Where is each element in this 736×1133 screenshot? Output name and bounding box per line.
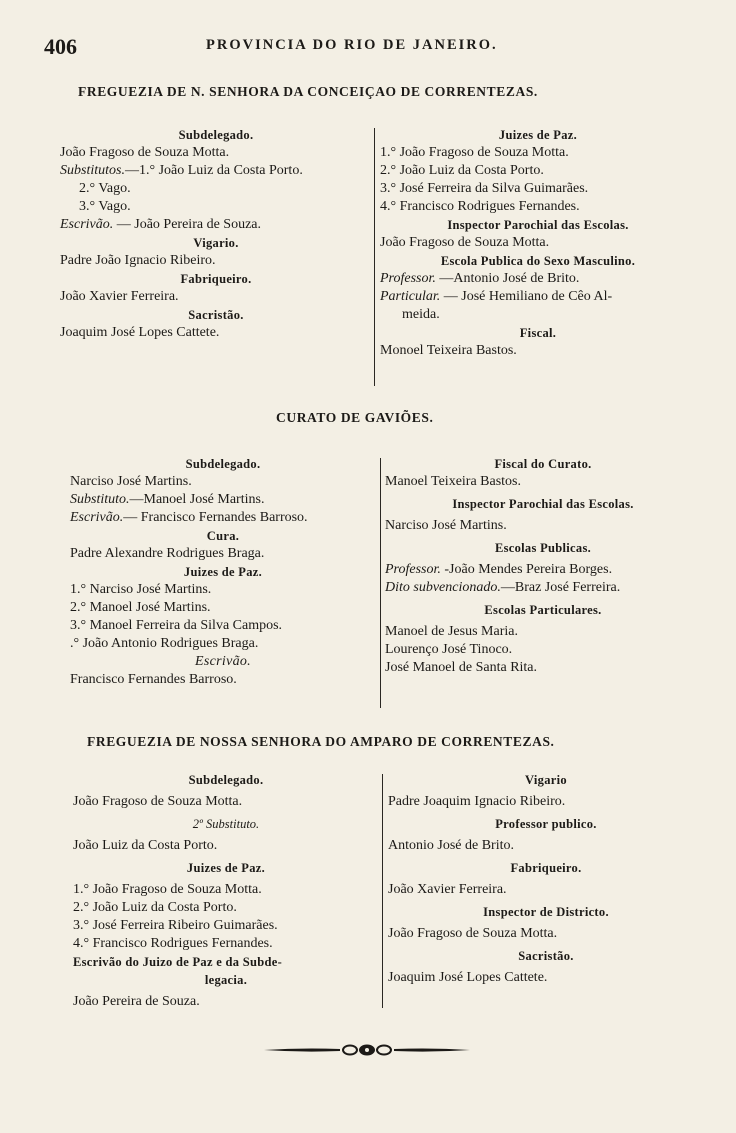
sacristao-name: Joaquim José Lopes Cattete. [60,325,220,340]
section-title-gavioes: CURATO DE GAVIÕES. [276,410,434,425]
heading-inspector: Inspector Parochial das Escolas. [452,497,634,511]
particular-line [380,288,696,306]
heading-juizes-de-paz: Juizes de Paz. [183,565,263,579]
heading-inspector-districto: Inspector de Districto. [483,905,609,919]
professor-line [385,561,701,579]
running-title: PROVINCIA DO RIO DE JANEIRO. [206,37,498,53]
section-1-right-column [380,126,696,360]
juiz-1: 1.° João Fragoso de Souza Motta. [73,882,262,897]
heading-professor-publico: Professor publico. [495,817,597,831]
heading-sacristao: Sacristão. [188,308,244,322]
fiscal-name: Monoel Teixeira Bastos. [380,343,517,358]
escrivao-name: João Pereira de Souza. [73,994,200,1009]
page-number: 406 [44,34,77,59]
fleuron-rule-icon [262,1042,472,1058]
juiz-3: 3.° Manoel Ferreira da Silva Campos. [70,618,283,633]
heading-escola-publica: Escola Publica do Sexo Masculino. [440,254,636,268]
heading-juizes-de-paz: Juizes de Paz. [498,128,578,142]
heading-juizes-de-paz: Juizes de Paz. [186,861,266,875]
juiz-4: 4.° Francisco Rodrigues Fernandes. [380,199,580,214]
escrivao-line [70,509,376,527]
substituto-1: —1.° João Luiz da Costa Porto. [124,163,303,178]
section-1-left-column [60,126,372,342]
heading-subdelegado: Subdelegado. [178,128,254,142]
heading-fabriqueiro: Fabriqueiro. [510,861,582,875]
subdelegado-name: Narciso José Martins. [70,474,192,489]
particular-3: José Manoel de Santa Rita. [385,660,538,675]
heading-vigario: Vigario [525,773,567,787]
escrivao-line [60,216,372,234]
juiz-1: 1.° Narciso José Martins. [70,582,212,597]
heading-escrivao-juizo-continued: legacia. [204,973,248,987]
particular-label: Particular. [380,289,441,304]
column-rule [382,774,383,1008]
professor-name: -João Mendes Pereira Borges. [440,562,613,577]
particular-1: Manoel de Jesus Maria. [385,624,518,639]
professor-name: Antonio José de Brito. [388,838,514,853]
juiz-3: 3.° José Ferreira da Silva Guimarães. [380,181,589,196]
heading-cura: Cura. [206,529,240,543]
vigario-name: Padre Joaquim Ignacio Ribeiro. [388,794,566,809]
column-rule [374,128,375,386]
heading-escrivao-juizo: Escrivão do Juizo de Paz e da Subde- [73,955,283,969]
dito-name: —Braz José Ferreira. [500,580,621,595]
substituto-3: 3.° Vago. [79,199,131,214]
fabriqueiro-name: João Xavier Ferreira. [388,882,507,897]
juiz-2: 2.° João Luiz da Costa Porto. [380,163,544,178]
substituto-label: Substituto. [70,492,130,507]
professor-name: —Antonio José de Brito. [435,271,580,286]
heading-escolas-publicas: Escolas Publicas. [494,541,592,555]
escrivao-label: Escrivão. [70,510,124,525]
heading-fabriqueiro: Fabriqueiro. [180,272,252,286]
subdelegado-name: João Fragoso de Souza Motta. [60,145,230,160]
escrivao-label: Escrivão. [60,217,114,232]
cura-name: Padre Alexandre Rodrigues Braga. [70,546,265,561]
heading-inspector: Inspector Parochial das Escolas. [447,218,629,232]
substitutos-label: Substitutos. [60,163,125,178]
heading-fiscal-curato: Fiscal do Curato. [494,457,592,471]
heading-escolas-particulares: Escolas Particulares. [484,603,602,617]
particular-2: Lourenço José Tinoco. [385,642,513,657]
section-title-amparo: FREGUEZIA DE NOSSA SENHORA DO AMPARO DE CORRENTEZAS. [87,734,555,749]
juiz-2: 2.° João Luiz da Costa Porto. [73,900,237,915]
section-3-left-column [73,771,379,1011]
particular-continued: meida. [402,307,440,322]
section-title-conceicao: FREGUEZIA DE N. SENHORA DA CONCEIÇAO DE CORRENTEZAS. [78,84,538,99]
section-2-left-column [70,455,376,689]
juiz-4: 4.° Francisco Rodrigues Fernandes. [73,936,273,951]
vigario-name: Padre João Ignacio Ribeiro. [60,253,216,268]
juiz-4: .° João Antonio Rodrigues Braga. [70,636,259,651]
fabriqueiro-name: João Xavier Ferreira. [60,289,179,304]
substituto-line [70,491,376,509]
heading-subdelegado: Subdelegado. [185,457,261,471]
professor-label: Professor. [380,271,436,286]
dito-label: Dito subvencionado. [385,580,501,595]
heading-escrivao: Escrivão. [195,654,251,669]
section-2-right-column [385,455,701,677]
particular-name: — José Hemiliano de Cêo Al- [440,289,613,304]
substitutos-line [60,162,372,180]
subdelegado-name: João Fragoso de Souza Motta. [73,794,243,809]
heading-vigario: Vigario. [193,236,239,250]
substituto-2: 2.° Vago. [79,181,131,196]
heading-fiscal: Fiscal. [519,326,557,340]
juiz-3: 3.° José Ferreira Ribeiro Guimarães. [73,918,278,933]
column-rule [380,458,381,708]
inspector-name: João Fragoso de Souza Motta. [388,926,558,941]
heading-subdelegado: Subdelegado. [188,773,264,787]
escrivao-name: — Francisco Fernandes Barroso. [123,510,308,525]
dito-line [385,579,701,597]
escrivao2-name: Francisco Fernandes Barroso. [70,672,237,687]
professor-label: Professor. [385,562,441,577]
juiz-1: 1.° João Fragoso de Souza Motta. [380,145,569,160]
inspector-name: Narciso José Martins. [385,518,507,533]
professor-line [380,270,696,288]
substituto-name: João Luiz da Costa Porto. [73,838,218,853]
heading-sacristao: Sacristão. [518,949,574,963]
fiscal-name: Manoel Teixeira Bastos. [385,474,522,489]
sacristao-name: Joaquim José Lopes Cattete. [388,970,548,985]
escrivao-name: — João Pereira de Souza. [113,217,261,232]
juiz-2: 2.° Manoel José Martins. [70,600,211,615]
inspector-name: João Fragoso de Souza Motta. [380,235,550,250]
heading-substituto: 2º Substituto. [192,817,260,831]
substituto-name: —Manoel José Martins. [129,492,265,507]
section-3-right-column [388,771,704,987]
